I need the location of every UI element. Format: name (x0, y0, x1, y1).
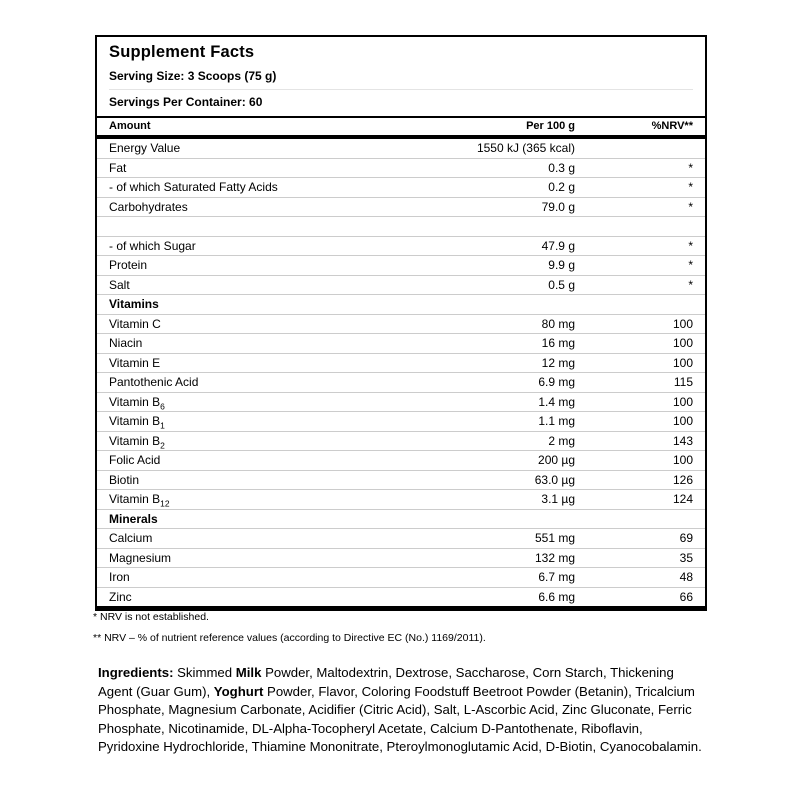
table-row (97, 159, 705, 179)
nutrient-name: Vitamin $B_2$ (109, 433, 165, 450)
nutrient-amount: 9.9 g (548, 258, 575, 272)
table-row (97, 139, 705, 159)
nutrient-nrv: 69 (679, 531, 693, 545)
nutrient-nrv: * (688, 238, 693, 253)
table-row (97, 412, 705, 432)
supplement-facts-panel (95, 35, 707, 611)
ingredients-bold-text: Yoghurt (213, 683, 264, 699)
table-row (97, 354, 705, 374)
nutrient-name: Pantothenic Acid (109, 375, 199, 389)
nutrient-name: Niacin (109, 336, 143, 350)
nutrient-name: Zinc (109, 589, 132, 604)
nutrient-name: Vitamin $B_1$ (109, 414, 165, 431)
nutrient-nrv: * (688, 160, 693, 175)
footnote-nrv-definition: ** NRV – % of nutrient reference values (according to Directive EC (No.) 1169/2011). (93, 632, 486, 644)
table-row (97, 529, 705, 549)
table-row (97, 568, 705, 588)
nutrient-name: Protein (109, 258, 148, 272)
nutrient-name: Biotin (109, 472, 140, 487)
nutrient-nrv: 48 (679, 570, 693, 584)
nutrient-amount: 3.1 µg (541, 492, 575, 506)
nutrient-nrv: 115 (673, 375, 693, 389)
nutrient-amount: 1.4 mg (538, 394, 575, 409)
nutrient-name: Vitamin E (109, 355, 161, 370)
nutrient-amount: 16 mg (541, 336, 575, 350)
nutrient-nrv: * (688, 258, 693, 272)
nutrient-name: Vitamin C (109, 316, 161, 331)
column-amount-label: Amount (109, 120, 151, 132)
table-row (97, 451, 705, 471)
nutrient-amount: 1550 kJ (365 kcal) (476, 141, 575, 155)
section-header-row (97, 510, 705, 530)
footnotes (93, 611, 653, 653)
nutrient-nrv: 100 (672, 316, 693, 331)
nutrient-nrv: 126 (672, 472, 693, 487)
ingredients-bold-text: Ingredients: (98, 665, 178, 680)
table-row (97, 393, 705, 413)
ingredients-text: Powder, Maltodextrin, Dextrose, Saccharose, Corn Starch, Thickening Agent (Guar Gum), (98, 665, 674, 699)
nutrient-amount: 200 µg (538, 453, 575, 467)
table-row (97, 432, 705, 452)
nutrient-name: Folic Acid (109, 453, 161, 467)
table-row (97, 588, 705, 607)
table-row (97, 276, 705, 296)
nutrient-nrv: 35 (679, 550, 693, 565)
serving-size: Serving Size: 3 Scoops (75 g) (109, 69, 277, 83)
nutrient-name: Fat (109, 160, 127, 175)
panel-header (97, 37, 705, 116)
nutrient-amount: 6.9 mg (538, 375, 575, 389)
nutrient-amount: 2 mg (548, 433, 575, 448)
spacer-row (97, 217, 705, 237)
footnote-nrv-not-established: * NRV is not established. (93, 611, 209, 623)
ingredients-paragraph (98, 664, 702, 757)
nutrient-name: Minerals (109, 511, 158, 526)
nutrient-name: Carbohydrates (109, 199, 188, 214)
table-row (97, 490, 705, 510)
nutrient-nrv: * (688, 180, 693, 194)
nutrient-nrv: * (688, 277, 693, 292)
nutrient-amount: 12 mg (541, 355, 575, 370)
nutrient-amount: 1.1 mg (538, 414, 575, 428)
serving-divider (109, 89, 693, 90)
column-header-row (97, 116, 705, 139)
table-row (97, 334, 705, 354)
nutrient-nrv: 143 (672, 433, 693, 448)
table-row (97, 373, 705, 393)
facts-table-body (97, 139, 705, 606)
column-per-100g-label: Per 100 g (526, 120, 575, 132)
nutrient-amount: 0.3 g (548, 160, 575, 175)
servings-per-container: Servings Per Container: 60 (109, 95, 263, 109)
ingredients-text: Skimmed (177, 665, 236, 680)
nutrient-name: Energy Value (109, 141, 181, 155)
ingredients-text: Powder, Flavor, Coloring Foodstuff Beetroot Powder (Betanin), Tricalcium Phosphate, Magnesium Carbonate, Acidifier (Citric Acid), Salt, L-Ascorbic Acid, Zinc Gluconate, Ferric Phosphate, Nicotinamide, DL-Alpha-Tocopheryl Acetate, Calcium D-Pantothenate, Riboflavin, Pyridoxine Hydrochloride, Thiamine Mononitrate, Pteroylmonoglutamic Acid, D-Biotin, Cyanocobalamin. (98, 683, 702, 754)
section-header-row (97, 295, 705, 315)
nutrient-name: Calcium (109, 531, 153, 545)
nutrient-name: Salt (109, 277, 130, 292)
panel-title: Supplement Facts (109, 43, 255, 61)
nutrient-nrv: * (688, 199, 693, 214)
nutrient-amount: 0.2 g (548, 180, 575, 194)
nutrient-amount: 551 mg (534, 531, 575, 545)
nutrient-name: Vitamin $B_{12}$ (109, 492, 170, 509)
nutrient-name: - of which Saturated Fatty Acids (109, 180, 278, 194)
table-row (97, 549, 705, 569)
nutrient-nrv: 100 (672, 414, 693, 428)
table-row (97, 237, 705, 257)
nutrient-name: - of which Sugar (109, 238, 196, 253)
nutrient-nrv: 100 (672, 355, 693, 370)
nutrient-amount: 63.0 µg (534, 472, 575, 487)
nutrient-nrv (575, 139, 693, 158)
table-row (97, 198, 705, 218)
nutrient-amount: 79.0 g (541, 199, 575, 214)
nutrient-amount: 6.7 mg (538, 570, 575, 584)
nutrient-name: Iron (109, 570, 130, 584)
nutrient-amount: 6.6 mg (538, 589, 575, 604)
nutrient-name: Vitamins (109, 297, 159, 311)
nutrient-amount: 132 mg (534, 550, 575, 565)
nutrient-amount: 80 mg (541, 316, 575, 331)
column-nrv-label: %NRV** (651, 120, 693, 132)
nutrient-nrv: 124 (672, 492, 693, 506)
nutrient-amount: 0.5 g (548, 277, 575, 292)
table-row (97, 256, 705, 276)
ingredients-bold-text: Milk (235, 665, 262, 680)
nutrient-nrv: 100 (672, 336, 693, 350)
nutrient-nrv: 100 (672, 394, 693, 409)
nutrient-name: Magnesium (109, 550, 172, 565)
nutrient-amount: 47.9 g (541, 238, 575, 253)
table-row (97, 178, 705, 198)
table-row (97, 471, 705, 491)
nutrient-nrv: 66 (679, 589, 693, 604)
table-row (97, 315, 705, 335)
nutrient-nrv: 100 (672, 453, 693, 467)
nutrient-name: Vitamin $B_6$ (109, 394, 165, 411)
